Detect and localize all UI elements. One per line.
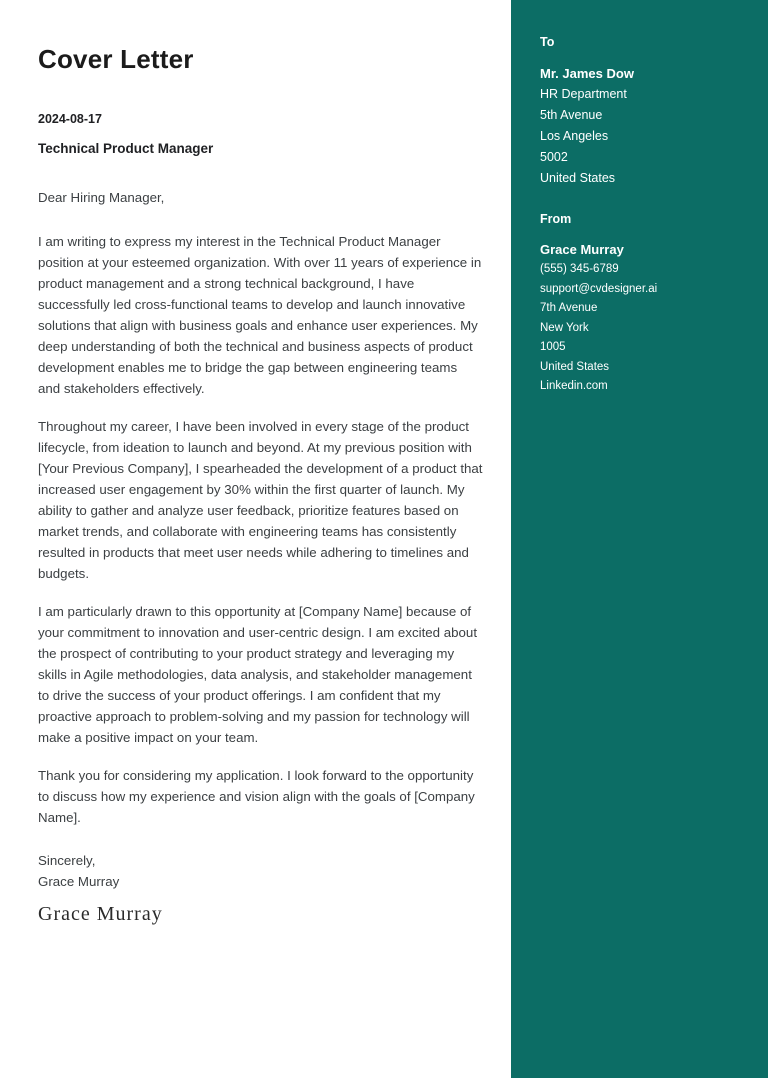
sender-country: United States xyxy=(540,360,610,373)
letter-date: 2024-08-17 xyxy=(38,112,102,126)
recipient-street: 5th Avenue xyxy=(540,108,603,122)
recipient-department: HR Department xyxy=(540,87,627,101)
recipient-name: Mr. James Dow xyxy=(540,66,634,81)
from-heading: From xyxy=(540,212,572,226)
sender-street: 7th Avenue xyxy=(540,302,598,314)
handwritten-signature: Grace Murray xyxy=(38,903,163,925)
recipient-postal-code: 5002 xyxy=(540,150,568,164)
to-section xyxy=(540,34,750,189)
recipient-city: Los Angeles xyxy=(540,129,609,143)
sender-phone: (555) 345-6789 xyxy=(540,263,619,275)
sender-linkedin: Linkedin.com xyxy=(540,380,608,392)
letter-title: Cover Letter xyxy=(38,44,194,74)
from-section xyxy=(540,211,750,397)
letter-closing: Sincerely, xyxy=(38,853,96,868)
recipient-country: United States xyxy=(540,171,616,185)
letter-salutation: Dear Hiring Manager, xyxy=(38,190,165,205)
sender-email: support@cvdesigner.ai xyxy=(540,282,658,295)
letter-paragraph-3: I am particularly drawn to this opportunity at [Company Name] because of your commitment to innovation and user-centric design. I am excited about the prospect of contributing to your product strategy and leveraging my skills in Agile methodologies, data analysis, and stakeholder management to drive the success of your product offerings. I am confident that my proactive approach to problem-solving and my passion for technology will make a positive impact on your team. xyxy=(38,604,478,745)
sender-name: Grace Murray xyxy=(540,242,624,257)
letter-paragraph-2: Throughout my career, I have been involved in every stage of the product lifecycle, from ideation to launch and beyond. At my previous position with [Your Previous Company], I spearheaded the development of a product that increased user engagement by 30% within the first quarter of launch. My ability to gather and analyze user feedback, prioritize features based on market trends, and collaborate with engineering teams has consistently resulted in products that meet user needs while adhering to timelines and budgets. xyxy=(38,419,483,581)
letter-paragraph-4: Thank you for considering my application. I look forward to the opportunity to discuss how my experience and vision align with the goals of [Company Name]. xyxy=(38,768,475,825)
letter-closing-name: Grace Murray xyxy=(38,874,120,889)
sender-city: New York xyxy=(540,321,589,334)
letter-paragraph-1: I am writing to express my interest in the Technical Product Manager position at your esteemed organization. With over 11 years of experience in product management and a strong technical background, I have successfully led cross-functional teams to develop and launch innovative solutions that align with business goals and enhance user experiences. My deep understanding of both the technical and business aspects of product development enables me to bridge the gap between engineering teams and stakeholders effectively. xyxy=(38,234,482,396)
to-heading: To xyxy=(540,35,555,49)
contact-sidebar xyxy=(511,0,768,1078)
letter-job-title: Technical Product Manager xyxy=(38,141,214,156)
sender-postal-code: 1005 xyxy=(540,341,566,353)
